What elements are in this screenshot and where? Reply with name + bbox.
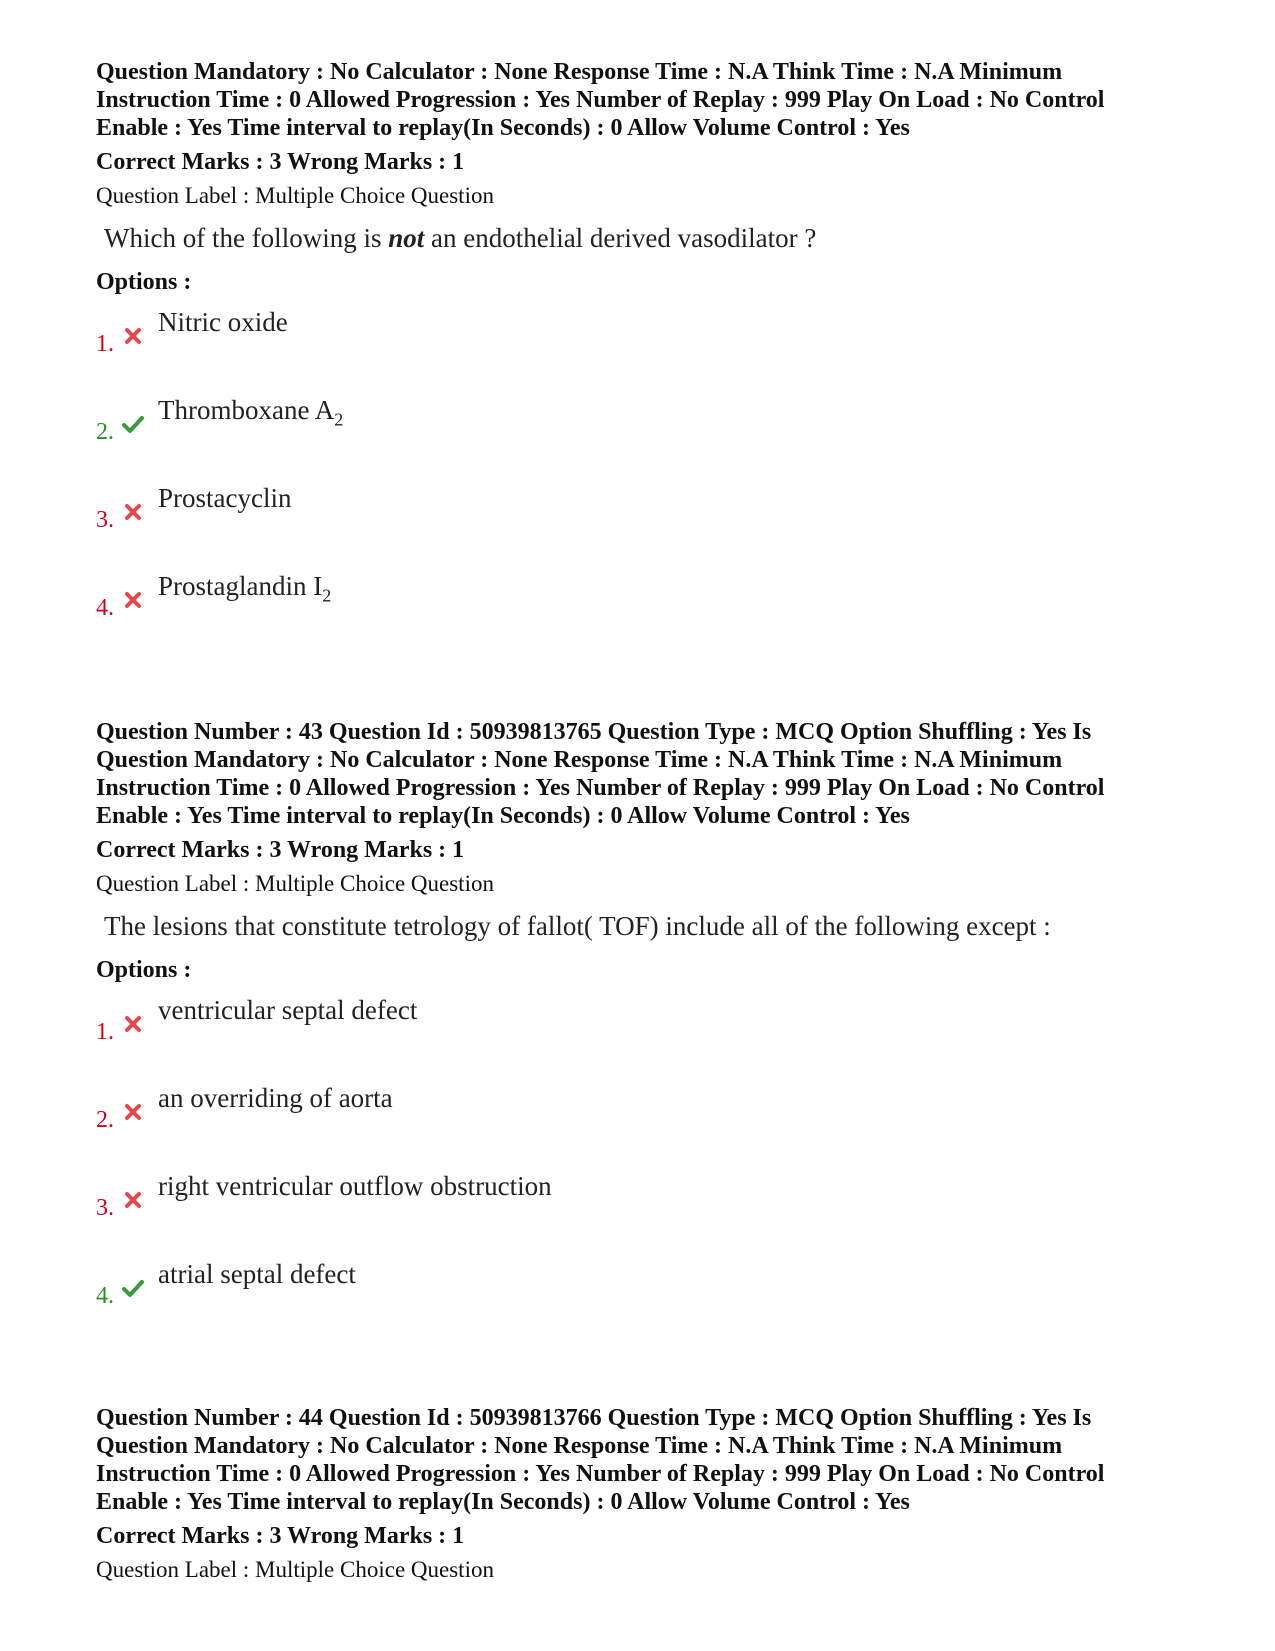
question-block-42 bbox=[96, 58, 1196, 654]
question-emphasis: not bbox=[388, 223, 425, 253]
option-item bbox=[96, 302, 1196, 390]
option-number: 2. bbox=[96, 419, 114, 445]
document-page bbox=[96, 58, 1196, 1584]
option-item bbox=[96, 478, 1196, 566]
option-text: ventricular septal defect bbox=[158, 995, 418, 1025]
question-meta-line: Instruction Time : 0 Allowed Progression : Yes Number of Replay : 999 Play On Load : No Control bbox=[96, 775, 1105, 801]
option-item bbox=[96, 566, 1196, 654]
option-item bbox=[96, 990, 1196, 1078]
question-text-part: an endothelial derived vasodilator ? bbox=[424, 223, 817, 253]
option-number: 4. bbox=[96, 1283, 114, 1309]
question-block-43 bbox=[96, 718, 1196, 1342]
option-number: 4. bbox=[96, 595, 114, 621]
check-icon bbox=[121, 1276, 145, 1300]
option-text: atrial septal defect bbox=[158, 1259, 356, 1289]
marks-line: Correct Marks : 3 Wrong Marks : 1 bbox=[96, 149, 465, 175]
option-number: 1. bbox=[96, 1019, 114, 1045]
option-item bbox=[96, 1254, 1196, 1342]
options-title: Options : bbox=[96, 269, 192, 295]
cross-icon bbox=[121, 1188, 145, 1212]
cross-icon bbox=[121, 1012, 145, 1036]
question-meta-line: Instruction Time : 0 Allowed Progression : Yes Number of Replay : 999 Play On Load : No Control bbox=[96, 87, 1105, 113]
cross-icon bbox=[121, 1100, 145, 1124]
question-label: Question Label : Multiple Choice Question bbox=[96, 183, 494, 208]
option-text: Prostacyclin bbox=[158, 483, 292, 513]
cross-icon bbox=[121, 588, 145, 612]
option-item bbox=[96, 1078, 1196, 1166]
question-label: Question Label : Multiple Choice Question bbox=[96, 871, 494, 896]
option-number: 3. bbox=[96, 507, 114, 533]
question-text-part: Which of the following is bbox=[104, 223, 389, 253]
question-meta-line: Question Mandatory : No Calculator : None Response Time : N.A Think Time : N.A Minimum bbox=[96, 59, 1063, 85]
check-icon bbox=[121, 412, 145, 436]
question-label: Question Label : Multiple Choice Question bbox=[96, 1557, 494, 1582]
question-meta-line: Enable : Yes Time interval to replay(In Seconds) : 0 Allow Volume Control : Yes bbox=[96, 115, 910, 141]
option-text: an overriding of aorta bbox=[158, 1083, 393, 1113]
option-number: 1. bbox=[96, 331, 114, 357]
question-meta-line: Enable : Yes Time interval to replay(In Seconds) : 0 Allow Volume Control : Yes bbox=[96, 1489, 910, 1515]
question-block-44 bbox=[96, 1404, 1196, 1584]
question-meta-line: Question Mandatory : No Calculator : None Response Time : N.A Think Time : N.A Minimum bbox=[96, 1433, 1063, 1459]
option-item bbox=[96, 1166, 1196, 1254]
marks-line: Correct Marks : 3 Wrong Marks : 1 bbox=[96, 837, 465, 863]
question-text bbox=[104, 222, 1196, 254]
option-text: Prostaglandin $I_2$ bbox=[158, 571, 332, 606]
option-number: 3. bbox=[96, 1195, 114, 1221]
option-text: Nitric oxide bbox=[158, 307, 288, 337]
question-meta-line: Enable : Yes Time interval to replay(In Seconds) : 0 Allow Volume Control : Yes bbox=[96, 803, 910, 829]
question-text: The lesions that constitute tetrology of fallot( TOF) include all of the following except : bbox=[104, 911, 1051, 941]
question-meta-line: Question Number : 43 Question Id : 50939813765 Question Type : MCQ Option Shuffling : Yes Is bbox=[96, 719, 1092, 745]
options-title: Options : bbox=[96, 957, 192, 983]
option-text: right ventricular outflow obstruction bbox=[158, 1171, 552, 1201]
cross-icon bbox=[121, 324, 145, 348]
question-meta-line: Question Mandatory : No Calculator : None Response Time : N.A Think Time : N.A Minimum bbox=[96, 747, 1063, 773]
cross-icon bbox=[121, 500, 145, 524]
option-number: 2. bbox=[96, 1107, 114, 1133]
question-meta-line: Question Number : 44 Question Id : 50939813766 Question Type : MCQ Option Shuffling : Yes Is bbox=[96, 1405, 1092, 1431]
option-text: Thromboxane $A_2$ bbox=[158, 395, 344, 430]
question-meta-line: Instruction Time : 0 Allowed Progression : Yes Number of Replay : 999 Play On Load : No Control bbox=[96, 1461, 1105, 1487]
option-item bbox=[96, 390, 1196, 478]
marks-line: Correct Marks : 3 Wrong Marks : 1 bbox=[96, 1523, 465, 1549]
